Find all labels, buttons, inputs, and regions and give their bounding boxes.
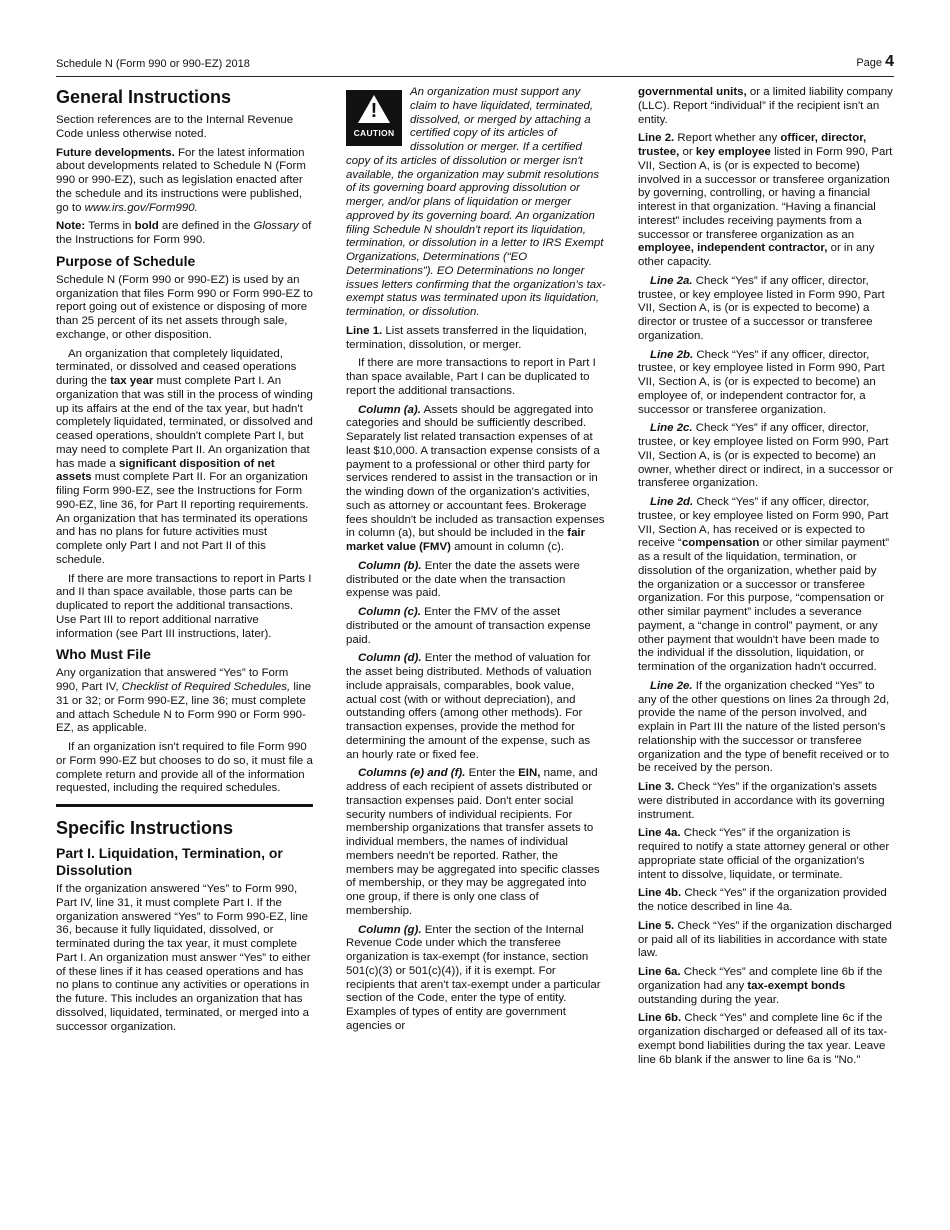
- caution-text: An organization must support any claim to have liquidated, terminated, dissolved, or merged by attaching a certified copy of its articles of dissolution or merger. If a certified copy of its articles of dissolution or merger isn't available, the organization may submit resolutions of its governing board approving dissolution or merger, and/or plans of liquidation or merger approved by its governing board. An organization filing Schedule N shouldn't report its liquidation, termination, or dissolution in a letter to IRS Exempt Organizations, Determinations (“EO Determinations”). EO Determinations no longer issues letters confirming that the organization's tax-exempt status was terminated upon its liquidation, termination, or dissolution.: [346, 86, 606, 318]
- paragraph-line-1-more: If there are more transactions to report in Part I than space available, Part I can be duplicated to report the additional transactions.: [346, 357, 596, 397]
- paragraph-line-2b: Line 2b. Check “Yes” if any officer, director, trustee, or key employee listed in Form 990, Part VII, Section A, is (or is expected to become) an employee of, or independent contractor for, a successor or transferee organization.: [638, 348, 885, 416]
- column-middle: [346, 86, 606, 1039]
- paragraph-section-references: Section references are to the Internal Revenue Code unless otherwise noted.: [56, 114, 294, 140]
- paragraph-part-1: If the organization answered “Yes” to Form 990, Part IV, line 31, it must complete Part I. If the organization answered “Yes” to Form 990-EZ, line 36, because it fully liquidated, dissolved, or terminated during the tax year, it must complete Part I. An organization must answer “Yes” to either of these lines if it has ceased operations and has no plans to continue any activities or operations in the future. This includes an organization that has dissolved, liquidated, terminated, or merged into a successor organization.: [56, 883, 311, 1033]
- paragraph-line-2d: Line 2d. Check “Yes” if any officer, director, trustee, or key employee listed on Form 990, Part VII, Section A, has received or is expected to receive “compensation or other similar payment” as a result of the liquidation, termination, or dissolution of the organization, whether paid by the organization or a successor or transferee organization. For this purpose, “compensation or other similar payment” includes a severance payment, a “change in control” payment, or any other payment that wouldn't have been made to the individual if the dissolution, liquidation, or termination of the organization hadn't occurred.: [638, 496, 890, 673]
- paragraph-future-developments: Future developments. For the latest information about developments related to Schedule N (Form 990 or 990-EZ), such as legislation enacted after the schedule and its instructions were published, go to www.irs.gov/Form990.: [56, 146, 306, 214]
- paragraph-line-2c: Line 2c. Check “Yes” if any officer, director, trustee, or key employee listed on Form 990, Part VII, Section A, is (or is expected to become) an owner, whether direct or indirect, in a successor or transferee organization.: [638, 422, 893, 490]
- caution-icon: [346, 90, 402, 146]
- page-header: [56, 53, 894, 77]
- caution-label: CAUTION: [353, 128, 395, 139]
- paragraph-line-2a: Line 2a. Check “Yes” if any officer, director, trustee, or key employee listed in Form 990, Part VII, Section A, is (or is expected to become) a director or trustee of a successor or transferee organization.: [638, 274, 885, 342]
- paragraph-note: Note: Terms in bold are defined in the Glossary of the Instructions for Form 990.: [56, 220, 312, 246]
- form-title: Schedule N (Form 990 or 990-EZ) 2018: [56, 58, 250, 70]
- paragraph-line-4b: Line 4b. Check “Yes” if the organization provided the notice described in line 4a.: [638, 887, 887, 913]
- paragraph-line-6a: Line 6a. Check “Yes” and complete line 6b if the organization had any tax-exempt bonds outstanding during the year.: [638, 966, 883, 1006]
- exclamation-icon: !: [370, 100, 378, 122]
- column-right: [638, 86, 894, 1072]
- heading-specific-instructions: Specific Instructions: [56, 818, 234, 838]
- paragraph-line-1: Line 1. List assets transferred in the liquidation, termination, dissolution, or merger.: [346, 324, 587, 351]
- paragraph-line-5: Line 5. Check “Yes” if the organization discharged or paid all of its liabilities in accordance with state law.: [638, 919, 892, 960]
- heading-part-1: Part I. Liquidation, Termination, or Dissolution: [56, 845, 283, 878]
- heading-who-must-file: Who Must File: [56, 646, 151, 663]
- paragraph-line-6b: Line 6b. Check “Yes” and complete line 6c if the organization discharged or defeased all of its tax-exempt bond liabilities during the tax year. Leave line 6b blank if the answer to line 6a is "No.": [638, 1012, 888, 1066]
- paragraph-column-g-continued: governmental units, or a limited liability company (LLC). Report “individual” if the recipient isn't an entity.: [638, 86, 893, 126]
- page-number: Page 4: [856, 53, 894, 70]
- paragraph-line-3: Line 3. Check “Yes” if the organization's assets were distributed in accordance with its governing instrument.: [638, 781, 885, 821]
- paragraph-purpose: Schedule N (Form 990 or 990-EZ) is used by an organization that files Form 990 or Form 990-EZ to report going out of existence or disposing of more than 25 percent of its net assets through sale, exchange, or other disposition.: [56, 273, 313, 341]
- paragraph-column-g: Column (g). Enter the section of the Internal Revenue Code under which the transferee organization is tax-exempt (for instance, section 501(c)(3) or 501(c)(4)), if it is exempt. For recipients that aren't tax-exempt under a particular section of the Code, enter the type of entity. Examples of types of entity are government agencies or: [346, 923, 601, 1032]
- paragraph-completely-liquidated: An organization that completely liquidated, terminated, or dissolved and ceased operations during the tax year must complete Part I. An organization that was still in the process of winding up its affairs at the end of the tax year, but hadn't completely liquidated, terminated, or dissolved and ceased operations, shouldn't complete Part I, but may need to complete Part II. An organization that has made a significant disposition of net assets must complete Part II. For an organization filing Form 990-EZ, see the Instructions for Form 990-EZ, line 36, for Part II reporting requirements. An organization that has terminated its operations and has no plans for future activities must complete only Part I and not Part II of this schedule.: [56, 347, 313, 566]
- paragraph-not-required: If an organization isn't required to file Form 990 or Form 990-EZ but chooses to do so, it must file a complete return and provide all of the information requested, including the required schedules.: [56, 741, 313, 795]
- heading-purpose-of-schedule: Purpose of Schedule: [56, 252, 196, 269]
- paragraph-column-a: Column (a). Assets should be aggregated into categories and should be sufficiently described. Separately list related transaction expenses of at least $10,000. A transaction expense consists of a payment to a professional or other third party for services rendered to assist in the transaction or in the winding down of the organization's activities, such as attorney or accountant fees. Brokerage fees shouldn't be included as transaction expenses in column (a), but should be included in the fair market value (FMV) amount in column (c).: [346, 403, 605, 553]
- paragraph-columns-e-f: Columns (e) and (f). Enter the EIN, name, and address of each recipient of assets distributed or transaction expenses paid. Don't enter social security numbers of individual recipients. For membership organizations that transfer assets to individual members, the names of individual members needn't be reported. Rather, the members may be aggregated into specific classes of membership, or they may be aggregated into one group, if there is only one class of membership.: [346, 767, 600, 917]
- paragraph-column-c: Column (c). Enter the FMV of the asset distributed or the amount of transaction expense paid.: [346, 606, 591, 646]
- section-divider: [56, 804, 313, 807]
- paragraph-who-must-file: Any organization that answered “Yes” to Form 990, Part IV, Checklist of Required Schedules, line 31 or 32; or Form 990-EZ, line 36; must complete and attach Schedule N to Form 990 or Form 990-EZ, as applicable.: [56, 667, 312, 735]
- paragraph-line-4a: Line 4a. Check “Yes” if the organization is required to notify a state attorney general or other appropriate state official of the organization's intent to dissolve, liquidate, or terminate.: [638, 827, 890, 881]
- paragraph-more-transactions: If there are more transactions to report in Parts I and II than space available, those parts can be duplicated to report the additional transactions. Use Part III to report additional narrative information (see Part III instructions, later).: [56, 572, 312, 640]
- paragraph-column-d: Column (d). Enter the method of valuation for the asset being distributed. Methods of valuation include appraisals, comparables, book value, actual cost (with or without depreciation), and outstanding offers (among other methods). For transaction expenses, provide the method for determining the amount of the expense, such as an hourly rate or fixed fee.: [346, 652, 592, 761]
- paragraph-line-2: Line 2. Report whether any officer, director, trustee, or key employee listed in Form 990, Part VII, Section A, is (or is expected to become) involved in a successor or transferee organization by governing, controlling, or having a financial interest in that organization. “Having a financial interest” includes receiving payments from a successor or transferee organization as an employee, independent contractor, or in any other capacity.: [638, 132, 893, 268]
- paragraph-column-b: Column (b). Enter the date the assets were distributed or the date when the transaction expense was paid.: [346, 559, 580, 600]
- irs-url-link[interactable]: www.irs.gov/Form990.: [84, 201, 198, 214]
- column-left: [56, 86, 313, 1039]
- heading-general-instructions: General Instructions: [56, 87, 232, 107]
- paragraph-line-2e: Line 2e. If the organization checked “Yes” to any of the other questions on lines 2a through 2d, provide the name of the person involved, and explain in Part III the nature of the listed person's relationship with the successor or transferee organization and the type of benefit received or to be received by the person.: [638, 679, 890, 775]
